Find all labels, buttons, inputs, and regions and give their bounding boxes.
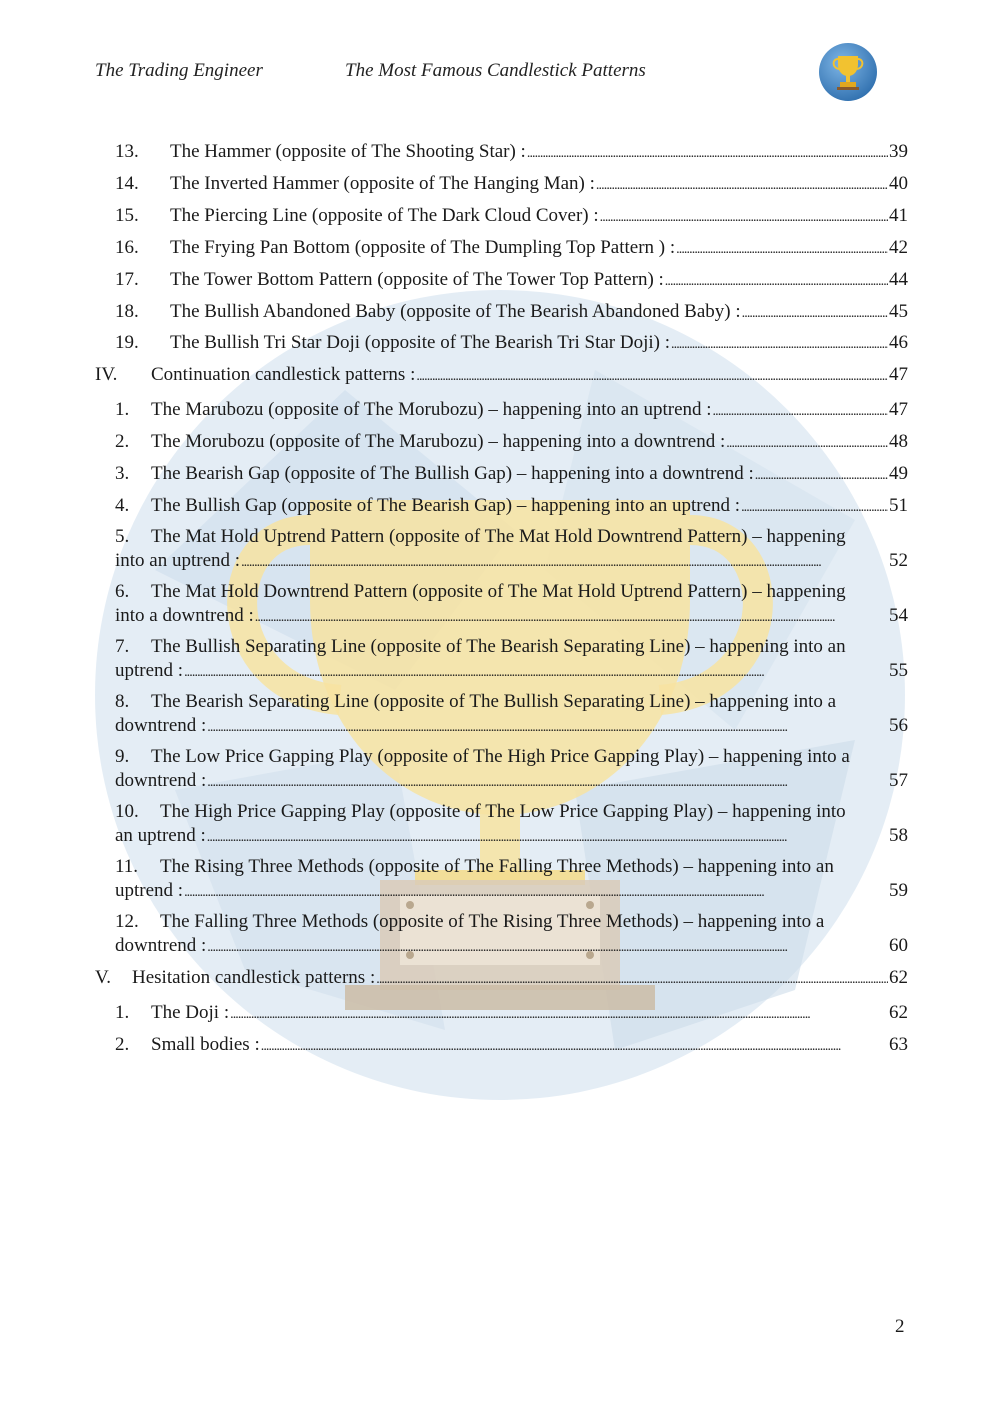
page-ref: 45 (889, 301, 908, 322)
toc-entry[interactable]: 1. The Marubozu (opposite of The Morubozu) – happening into an uptrend : . . . 47 (115, 398, 908, 424)
leader-dots (230, 1001, 888, 1027)
leader-dots (184, 659, 888, 685)
page-ref: 51 (889, 495, 908, 516)
leader-dots (741, 494, 888, 520)
leader-dots (207, 714, 888, 740)
leader-dots (527, 140, 888, 166)
page-ref: 55 (889, 660, 908, 681)
leader-dots (207, 934, 888, 960)
toc-entry[interactable]: 4. The Bullish Gap (opposite of The Bearish Gap) – happening into an uptrend : . . . 51 (115, 494, 908, 520)
toc-entry[interactable]: 17. The Tower Bottom Pattern (opposite of The Tower Top Pattern) : . . . 44 (115, 268, 908, 294)
toc-entry[interactable]: 7. The Bullish Separating Line (opposite of The Bearish Separating Line) – happening into an uptrend : . . . 55 (115, 635, 908, 685)
toc-entry[interactable]: 18. The Bullish Abandoned Baby (opposite of The Bearish Abandoned Baby) : . . . 45 (115, 300, 908, 326)
leader-dots (184, 879, 888, 905)
toc-entry[interactable]: 9. The Low Price Gapping Play (opposite of The High Price Gapping Play) – happening into a downtrend : . . . 57 (115, 745, 908, 795)
leader-dots (755, 462, 888, 488)
page-ref: 39 (889, 141, 908, 162)
leader-dots (671, 331, 888, 357)
trophy-icon (818, 42, 878, 102)
page-ref: 52 (889, 550, 908, 571)
leader-dots (241, 549, 888, 575)
toc-entry[interactable]: 19. The Bullish Tri Star Doji (opposite of The Bearish Tri Star Doji) : . . . 46 (115, 331, 908, 357)
page-ref: 62 (889, 967, 908, 988)
page-ref: 41 (889, 205, 908, 226)
page-number: 2 (895, 1316, 905, 1337)
leader-dots (596, 172, 888, 198)
page-ref: 59 (889, 880, 908, 901)
toc-entry[interactable]: 13. The Hammer (opposite of The Shooting Star) : . . . 39 (115, 140, 908, 166)
toc-entry[interactable]: 3. The Bearish Gap (opposite of The Bullish Gap) – happening into a downtrend : . . . 49 (115, 462, 908, 488)
page-ref: 56 (889, 715, 908, 736)
page-ref: 57 (889, 770, 908, 791)
page-ref: 48 (889, 431, 908, 452)
toc-entry[interactable]: 10. The High Price Gapping Play (opposite of The Low Price Gapping Play) – happening into an uptrend : . . . 58 (115, 800, 908, 850)
toc-entry[interactable]: 1. The Doji : . . . 62 (115, 1001, 908, 1027)
leader-dots (726, 430, 888, 456)
leader-dots (376, 966, 888, 992)
leader-dots (713, 398, 888, 424)
leader-dots (207, 824, 888, 850)
running-header-left: The Trading Engineer (95, 60, 263, 81)
toc-entry[interactable]: 5. The Mat Hold Uptrend Pattern (opposite of The Mat Hold Downtrend Pattern) – happening into an uptrend : . . . 52 (115, 525, 908, 575)
page-ref: 54 (889, 605, 908, 626)
toc-entry[interactable]: 8. The Bearish Separating Line (opposite of The Bullish Separating Line) – happening into a downtrend : . . . 56 (115, 690, 908, 740)
page-ref: 63 (889, 1034, 908, 1055)
leader-dots (600, 204, 888, 230)
page-ref: 58 (889, 825, 908, 846)
leader-dots (207, 769, 888, 795)
toc-entry[interactable]: 11. The Rising Three Methods (opposite of The Falling Three Methods) – happening into an uptrend : . . . 59 (115, 855, 908, 905)
leader-dots (416, 363, 888, 389)
page-ref: 44 (889, 269, 908, 290)
toc-entry[interactable]: 14. The Inverted Hammer (opposite of The Hanging Man) : . . . 40 (115, 172, 908, 198)
running-header-title: The Most Famous Candlestick Patterns (345, 60, 646, 81)
page-ref: 47 (889, 399, 908, 420)
toc-section-heading[interactable]: IV. Continuation candlestick patterns : . . . 47 (95, 363, 908, 389)
leader-dots (665, 268, 888, 294)
page-ref: 42 (889, 237, 908, 258)
page-ref: 62 (889, 1002, 908, 1023)
toc-entry[interactable]: 15. The Piercing Line (opposite of The Dark Cloud Cover) : . . . 41 (115, 204, 908, 230)
page-ref: 47 (889, 364, 908, 385)
toc-entry[interactable]: 2. Small bodies : . . . 63 (115, 1033, 908, 1059)
leader-dots (676, 236, 888, 262)
toc-entry[interactable]: 12. The Falling Three Methods (opposite of The Rising Three Methods) – happening into a downtrend : . . . 60 (115, 910, 908, 960)
page-ref: 40 (889, 173, 908, 194)
leader-dots (255, 604, 888, 630)
toc-entry[interactable]: 6. The Mat Hold Downtrend Pattern (opposite of The Mat Hold Uptrend Pattern) – happening into a downtrend : . . . 54 (115, 580, 908, 630)
toc-entry[interactable]: 16. The Frying Pan Bottom (opposite of The Dumpling Top Pattern ) : . . . 42 (115, 236, 908, 262)
page-ref: 49 (889, 463, 908, 484)
page-ref: 60 (889, 935, 908, 956)
toc-section-heading[interactable]: V. Hesitation candlestick patterns : . . . 62 (95, 966, 908, 992)
toc-entry[interactable]: 2. The Morubozu (opposite of The Marubozu) – happening into a downtrend : . . . 48 (115, 430, 908, 456)
leader-dots (261, 1033, 888, 1059)
page-ref: 46 (889, 332, 908, 353)
leader-dots (742, 300, 888, 326)
